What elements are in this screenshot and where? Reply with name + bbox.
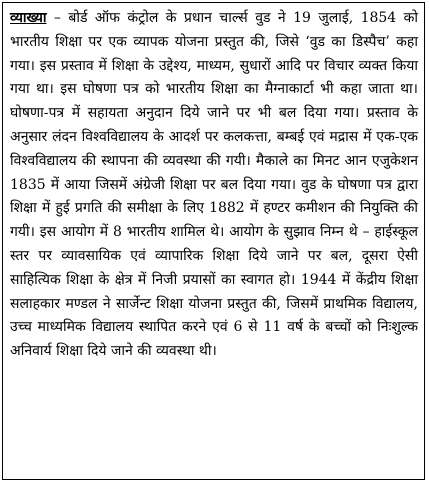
- text-box: [2, 2, 425, 480]
- explanation-paragraph: [3, 3, 424, 364]
- heading-label: व्याख्या: [10, 10, 47, 26]
- explanation-body: – बोर्ड ऑफ कंट्रोल के प्रधान चार्ल्स वुड ने 19 जुलाई, 1854 को भारतीय शिक्षा पर एक व्यापक योजना प्रस्तुत की, जिसे ‘वुड का डिस्पैच’ कहा गया। इस प्रस्ताव में शिक्षा के उद्देश्य, माध्यम, सुधारों आदि पर विचार व्यक्त किया गया था। इस घोषणा पत्र को भारतीय शिक्षा का मैग्नाकार्टा भी कहा जाता था। घोषणा-पत्र में सहायता अनुदान दिये जाने पर भी बल दिया गया। प्रस्ताव के अनुसार लंदन विश्वविद्यालय के आदर्श पर कलकत्ता, बम्बई एवं मद्रास में एक-एक विश्वविद्यालय की स्थापना की व्यवस्था की गयी। मैकाले का मिनट आन एजुकेशन 1835 में आया जिसमें अंग्रेजी शिक्षा पर बल दिया गया। वुड के घोषणा पत्र द्वारा शिक्षा में हुई प्रगति की समीक्षा के लिए 1882 में हण्टर कमीशन की नियुक्ति की गयी। इस आयोग में 8 भारतीय शामिल थे। आयोग के सुझाव निम्न थे – हाईस्कूल स्तर पर व्यावसायिक एवं व्यापारिक शिक्षा दिये जाने पर बल, दूसरा ऐसी साहित्यिक शिक्षा के क्षेत्र में निजी प्रयासों का स्वागत हो। 1944 में केंद्रीय शिक्षा सलाहकार मण्डल ने सार्जेन्ट शिक्षा योजना प्रस्तुत की, जिसमें प्राथमिक विद्यालय, उच्च माध्यमिक विद्यालय स्थापित करने एवं 6 से 11 वर्ष के बच्चों को निःशुल्क अनिवार्य शिक्षा दिये जाने की व्यवस्था थी।: [10, 10, 418, 360]
